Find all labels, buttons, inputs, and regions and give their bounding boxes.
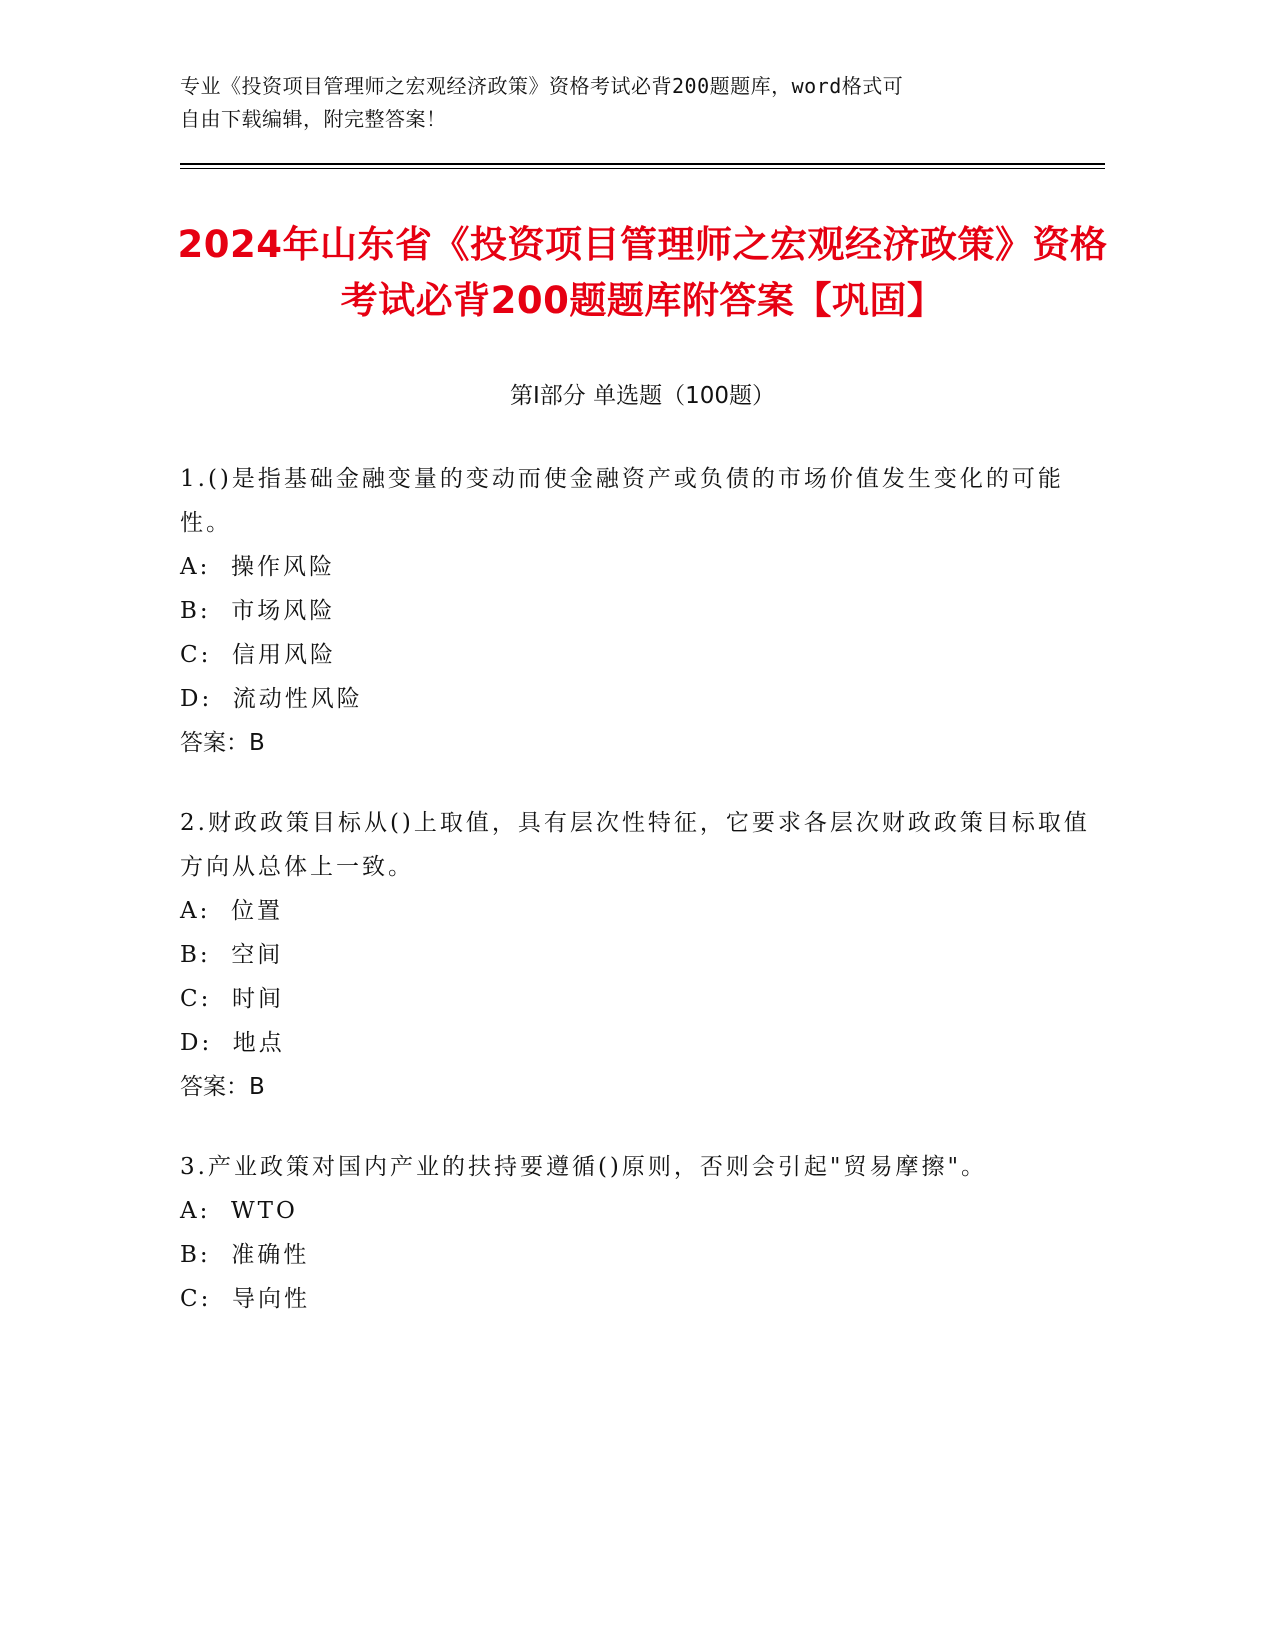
option-a: A: 操作风险 xyxy=(180,554,335,580)
question-stem: 1.()是指基础金融变量的变动而使金融资产或负债的市场价值发生变化的可能性。 xyxy=(180,466,1064,536)
header-note-line-2: 自由下载编辑，附完整答案！ xyxy=(180,107,447,131)
option-d: D: 地点 xyxy=(180,1030,285,1056)
option-b: B: 市场风险 xyxy=(180,598,336,624)
section-title: 第I部分 单选题（100题） xyxy=(510,383,775,409)
option-b: B: 准确性 xyxy=(180,1242,310,1268)
question-list xyxy=(180,457,1105,1321)
option-a: A: WTO xyxy=(180,1198,298,1224)
document-page xyxy=(177,70,1108,1357)
answer: 答案：B xyxy=(180,1074,265,1100)
option-b: B: 空间 xyxy=(180,942,284,968)
question-stem: 2.财政政策目标从()上取值，具有层次性特征，它要求各层次财政政策目标取值方向从总体上一致。 xyxy=(180,810,1090,880)
question-1 xyxy=(180,457,1105,765)
option-c: C: 导向性 xyxy=(180,1286,310,1312)
document-title: 2024年山东省《投资项目管理师之宏观经济政策》资格考试必背200题题库附答案【巩固】 xyxy=(177,223,1108,322)
question-stem: 3.产业政策对国内产业的扶持要遵循()原则，否则会引起"贸易摩擦"。 xyxy=(180,1154,988,1180)
option-d: D: 流动性风险 xyxy=(180,686,363,712)
question-3 xyxy=(180,1145,1105,1321)
answer: 答案：B xyxy=(180,730,265,756)
question-2 xyxy=(180,801,1105,1109)
header-note xyxy=(180,70,1105,136)
option-c: C: 信用风险 xyxy=(180,642,336,668)
option-c: C: 时间 xyxy=(180,986,284,1012)
header-note-line-1: 专业《投资项目管理师之宏观经济政策》资格考试必背200题题库，word格式可 xyxy=(180,74,904,98)
header-divider xyxy=(180,163,1105,169)
option-a: A: 位置 xyxy=(180,898,283,924)
